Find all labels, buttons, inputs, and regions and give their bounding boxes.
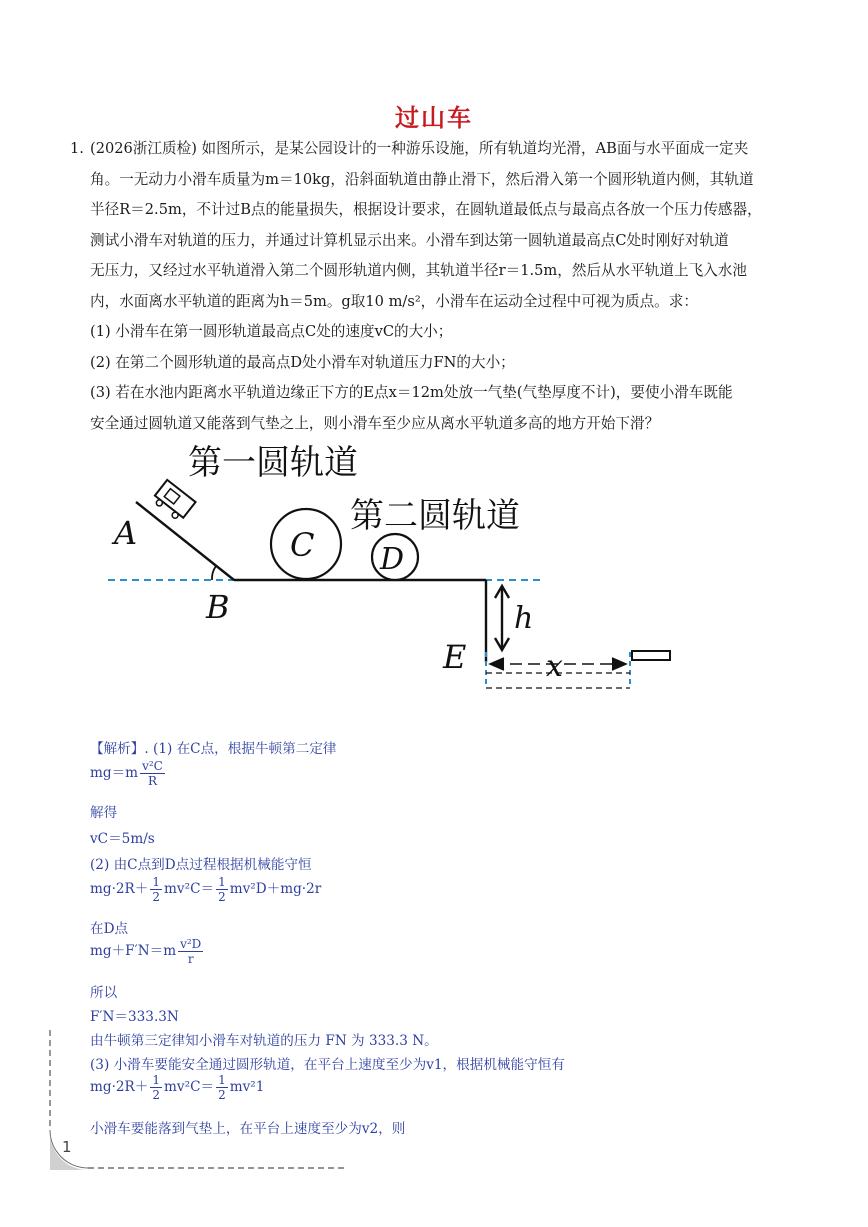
point-e: E	[443, 638, 467, 676]
question-line-6: 内，水面离水平轨道的距离为h＝5m。g取10 m/s²，小滑车在运动全过程中可视为质点。求：	[90, 292, 698, 310]
question-number: 1.	[70, 140, 84, 157]
sub-question-2: (2) 在第二个圆形轨道的最高点D处小滑车对轨道压力FN的大小；	[90, 353, 515, 371]
solution-line-9: 所以	[90, 985, 118, 1001]
label-x: x	[546, 649, 563, 684]
question-line-5: 无压力，又经过水平轨道滑入第二个圆形轨道内侧，其轨道半径r＝1.5m，然后从水平轨道上飞入水池	[90, 262, 747, 279]
solution-line-4: vC＝5m/s	[90, 831, 155, 847]
label-second-loop: 第二圆轨道	[350, 496, 520, 536]
question-block	[70, 134, 810, 439]
solution-eq-2: mg·2R＋ $\frac{1}{2}$ mv²C＝ $\frac{1}{2}$ mv²D＋mg·2r	[90, 875, 322, 904]
solution-line-11: 由牛顿第三定律知小滑车对轨道的压力 FN 为 333.3 N。	[90, 1033, 438, 1049]
point-b: B	[206, 588, 230, 626]
question-line-1: 1. (2026浙江质检) 如图所示，是某公园设计的一种游乐设施，所有轨道均光滑，AB面与水平面成一定夹	[90, 134, 810, 165]
question-line-3: 半径R＝2.5m，不计过B点的能量损失，根据设计要求，在圆轨道最低点与最高点各放一个压力传感器，	[90, 201, 762, 218]
track-diagram	[100, 430, 700, 700]
cart-icon	[151, 480, 195, 523]
point-d: D	[380, 542, 405, 577]
solution-line-1: 【解析】. (1) 在C点，根据牛顿第二定律	[90, 741, 337, 757]
point-a: A	[114, 514, 138, 552]
solution-line-3: 解得	[90, 805, 118, 821]
solution-eq-4: mg·2R＋ $\frac{1}{2}$ mv²C＝ $\frac{1}{2}$ mv²1	[90, 1073, 265, 1102]
solution-eq-3: mg＋F′N＝m $\frac{\text{v²D}}{r}$	[90, 937, 202, 966]
sub-question-1: (1) 小滑车在第一圆形轨道最高点C处的速度vC的大小；	[90, 323, 453, 340]
point-c: C	[290, 526, 315, 564]
page-corner-frame	[48, 1030, 348, 1170]
label-first-loop: 第一圆轨道	[188, 443, 358, 483]
solution-line-10: F′N＝333.3N	[90, 1009, 179, 1025]
solution-line-5: (2) 由C点到D点过程根据机械能守恒	[90, 857, 312, 873]
label-h: h	[514, 601, 534, 636]
air-cushion	[632, 651, 670, 660]
solution-eq-1: mg＝m $\frac{\text{v²C}}{R}$	[90, 759, 163, 788]
sub-question-3-cont: 安全通过圆轨道又能落到气垫之上，则小滑车至少应从离水平轨道多高的地方开始下滑？	[90, 414, 660, 432]
page-number: 1	[62, 1138, 72, 1156]
angle-arc	[212, 566, 216, 580]
question-line-2: 角。一无动力小滑车质量为m＝10kg，沿斜面轨道由静止滑下，然后滑入第一个圆形轨道内侧，其轨道	[90, 170, 754, 188]
sub-question-3: (3) 若在水池内距离水平轨道边缘正下方的E点x＝12m处放一气垫(气垫厚度不计)，要使小滑车既能	[90, 384, 733, 401]
solution-line-12: (3) 小滑车要能安全通过圆形轨道，在平台上速度至少为v1，根据机械能守恒有	[90, 1057, 565, 1073]
solution-line-7: 在D点	[90, 921, 129, 937]
question-line-4: 测试小滑车对轨道的压力，并通过计算机显示出来。小滑车到达第一圆轨道最高点C处时刚好对轨道	[90, 231, 729, 249]
solution-line-14: 小滑车要能落到气垫上，在平台上速度至少为v2，则	[90, 1121, 406, 1137]
page-title: 过山车	[395, 104, 473, 132]
